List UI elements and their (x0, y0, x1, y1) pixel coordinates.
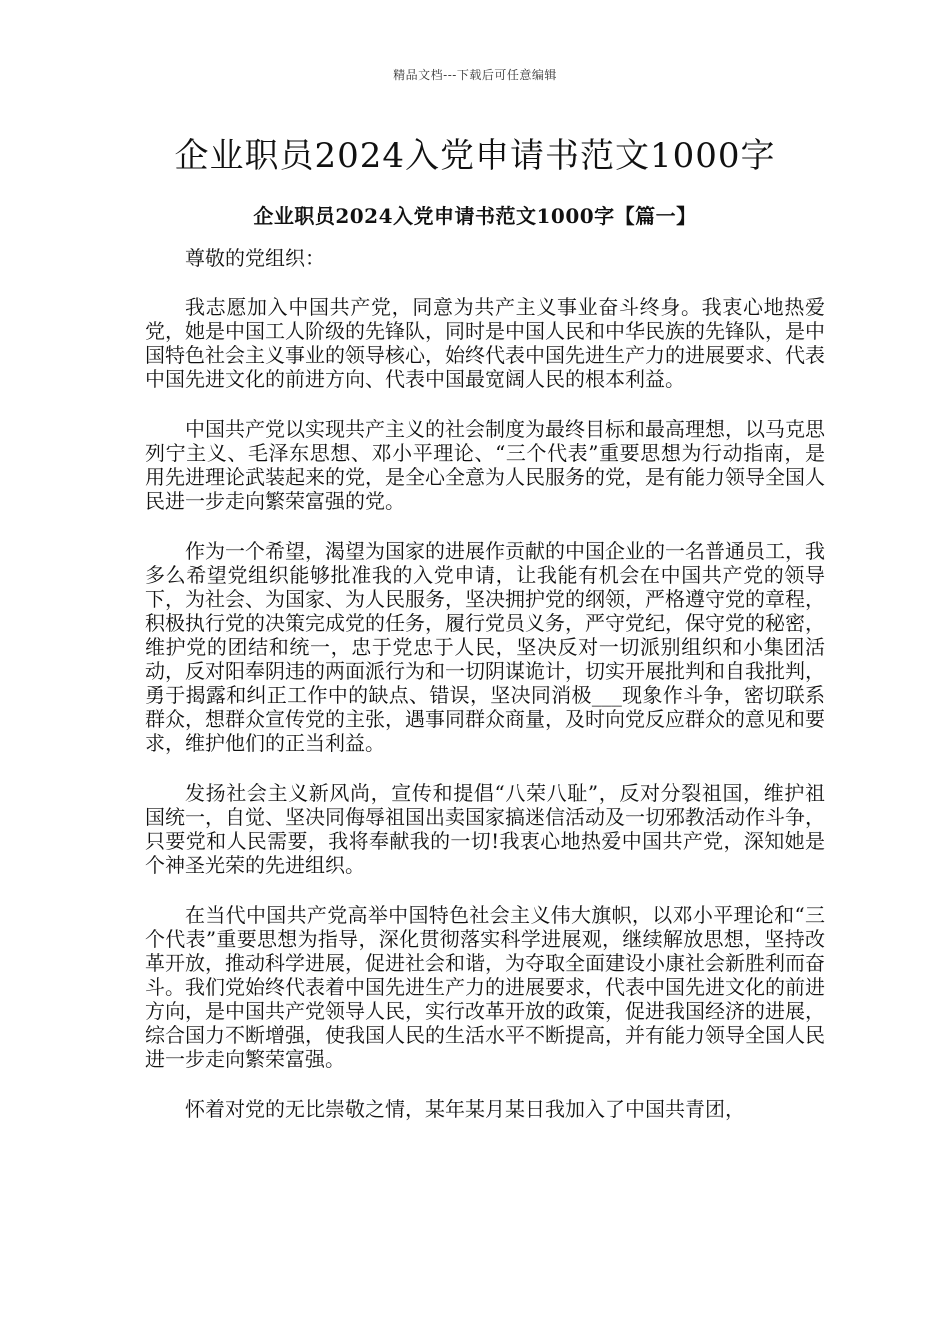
body-paragraph-5: 在当代中国共产党高举中国特色社会主义伟大旗帜，以邓小平理论和“三个代表”重要思想为指导，深化贯彻落实科学进展观，继续解放思想，坚持改革开放，推动科学进展，促进社会和谐，为夺取全面建设小康社会新胜利而奋斗。我们党始终代表着中国先进生产力的进展要求，代表中国先进文化的前进方向，是中国共产党领导人民，实行改革开放的政策，促进我国经济的进展，综合国力不断增强，使我国人民的生活水平不断提高，并有能力领导全国人民进一步走向繁荣富强。 (145, 903, 825, 1071)
body-paragraph-6: 怀着对党的无比崇敬之情，某年某月某日我加入了中国共青团， (185, 1097, 745, 1121)
salutation: 尊敬的党组织： (185, 246, 325, 270)
body-paragraph-2: 中国共产党以实现共产主义的社会制度为最终目标和最高理想，以马克思列宁主义、毛泽东思想、邓小平理论、“三个代表”重要思想为行动指南，是用先进理论武装起来的党，是全心全意为人民服务的党，是有能力领导全国人民进一步走向繁荣富强的党。 (145, 417, 825, 513)
document-body (145, 246, 825, 1147)
body-paragraph-4: 发扬社会主义新风尚，宣传和提倡“八荣八耻”，反对分裂祖国，维护祖国统一，自觉、坚决同侮辱祖国出卖国家搞迷信活动及一切邪教活动作斗争，只要党和人民需要，我将奉献我的一切!我衷心地热爱中国共产党，深知她是个神圣光荣的先进组织。 (145, 781, 825, 877)
document-title: 企业职员2024入党申请书范文1000字 (174, 136, 776, 176)
document-subtitle: 企业职员2024入党申请书范文1000字【篇一】 (253, 204, 697, 228)
body-paragraph-1: 我志愿加入中国共产党，同意为共产主义事业奋斗终身。我衷心地热爱党，她是中国工人阶级的先锋队，同时是中国人民和中华民族的先锋队，是中国特色社会主义事业的领导核心，始终代表中国先进生产力的进展要求、代表中国先进文化的前进方向、代表中国最宽阔人民的根本利益。 (145, 295, 825, 391)
body-paragraph-3: 作为一个希望，渴望为国家的进展作贡献的中国企业的一名普通员工，我多么希望党组织能够批准我的入党申请，让我能有机会在中国共产党的领导下，为社会、为国家、为人民服务，坚决拥护党的纲领，严格遵守党的章程，积极执行党的决策完成党的任务，履行党员义务，严守党纪，保守党的秘密，维护党的团结和统一，忠于党忠于人民，坚决反对一切派别组织和小集团活动，反对阳奉阴违的两面派行为和一切阴谋诡计，切实开展批判和自我批判，勇于揭露和纠正工作中的缺点、错误，坚决同消极___现象作斗争，密切联系群众，想群众宣传党的主张，遇事同群众商量，及时向党反应群众的意见和要求，维护他们的正当利益。 (145, 539, 825, 755)
header-note: 精品文档---下载后可任意编辑 (393, 68, 557, 82)
